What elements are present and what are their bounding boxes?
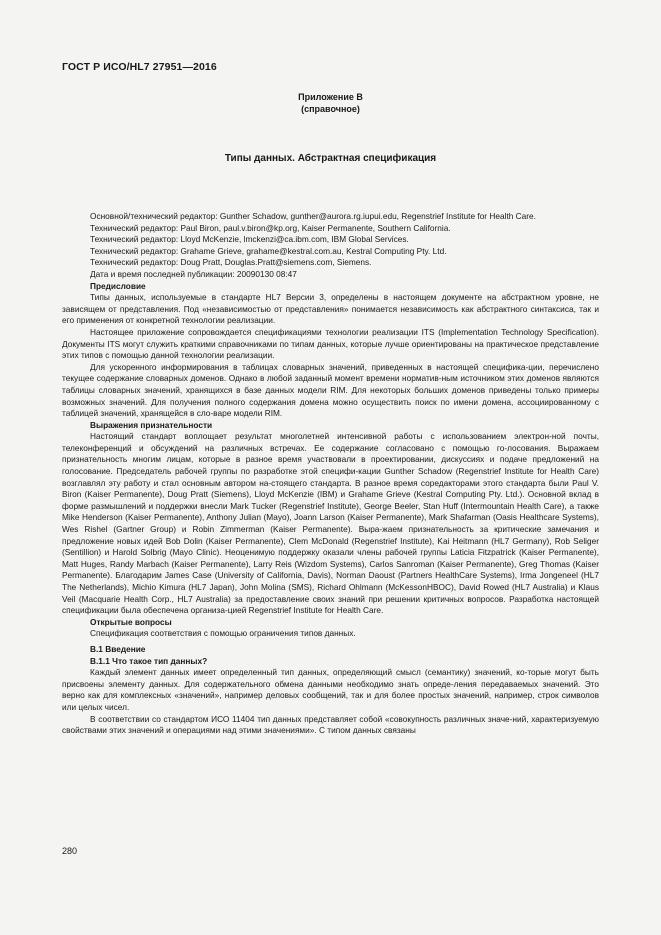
- paragraph-b1-1-b: В соответствии со стандартом ИСО 11404 тип данных представляет собой «совокупность различных значе-ний, характеризуемую свойствами этих значений и операциями над этими значениями». С типом данных связаны: [62, 713, 599, 736]
- page-number: 280: [62, 846, 78, 856]
- paragraph-preface-2: Настоящее приложение сопровождается спецификациями технологии реализации ITS (Implementation Technology Specification). Документы ITS могут служить краткими справочниками по типам данных, которые лучше ориентированы на практическое представление этих типов с помощью данной технологии реализации.: [62, 326, 599, 361]
- heading-preface: Предисловие: [90, 280, 146, 291]
- standard-header: ГОСТ Р ИСО/HL7 27951—2016: [62, 61, 217, 73]
- editor-pratt: Технический редактор: Doug Pratt, Douglas.Pratt@siemens.com, Siemens.: [90, 257, 372, 268]
- heading-b1-introduction: В.1 Введение: [90, 643, 146, 654]
- paragraph-open-issues: Спецификация соответствия с помощью ограничения типов данных.: [90, 628, 356, 639]
- section-title: Типы данных. Абстрактная спецификация: [224, 153, 437, 164]
- document-body: [62, 211, 599, 737]
- editor-biron: Технический редактор: Paul Biron, paul.v.biron@kp.org, Kaiser Permanente, Southern California.: [90, 222, 451, 233]
- heading-open-issues: Открытые вопросы: [90, 616, 172, 627]
- heading-acknowledgements: Выражения признательности: [90, 419, 213, 430]
- paragraph-preface-3: Для ускоренного информирования в таблицах словарных значений, приведенных в настоящей специфика-ции, перечислено текущее содержание словарных доменов. Однако в любой заданный момент времени норматив-ным источником этих доменов являются таблицы словарных значений, хранящихся в базе данных модели RIM. Для некоторых больших доменов приведены только примеры возможных значений. Для получения полного содержания домена можно осуществить поиск по имени домена, ассоциированному с таблицей значений, хранящейся в сло-варе модели RIM.: [62, 361, 599, 419]
- publication-date: Дата и время последней публикации: 20090130 08:47: [90, 268, 297, 279]
- paragraph-b1-1-a: Каждый элемент данных имеет определенный тип данных, определяющий смысл (семантику) значений, ко-торые могут быть присвоены элементу данных. Для содержательного обмена данными необходимо знать опреде-ления передаваемых значений. Это верно как для комплексных «значений», например деловых сообщений, так и для более простых значений, например, строк символов или целых чисел.: [62, 667, 599, 712]
- editor-grieve: Технический редактор: Grahame Grieve, grahame@kestral.com.au, Kestral Computing Pty. Ltd.: [90, 245, 447, 256]
- appendix-heading: [0, 91, 661, 115]
- editor-main: Основной/технический редактор: Gunther Schadow, gunther@aurora.rg.iupui.edu, Regenstrief Institute for Health Care.: [90, 211, 536, 221]
- appendix-type: (справочное): [301, 104, 360, 114]
- paragraph-acknowledgements: Настоящий стандарт воплощает результат многолетней интенсивной работы с использованием электрон-ной почты, телеконференций и обсуждений на различных встречах. Ее содержание согласовано с помощью го-лосования. Выражаем признательность многим лицам, которые в разное время участвовали в проектировании, дискуссиях и подаче предложений на голосование. Председатель рабочей группы по разработке этой специфи-кации Gunther Schadow (Regenstrief Institute for Health Care) возглавлял эту работу и стал основным автором на-стоящего стандарта. В разное время соредакторами этого стандарта были Paul V. Biron (Kaiser Permanente), Doug Pratt (Siemens), Lloyd McKenzie (IBM) и Grahame Grieve (Kestral Computing Pty. Ltd.). Основной вклад в форме размышлений и поддержки внесли Mark Tucker (Regenstrief Institute), George Beeler, Stan Huff (Intermountain Health Care), а также Mike Henderson (Kaiser Permanente), Anthony Julian (Mayo), Joann Larson (Kaiser Permanente), Mark Shafarman (Oasis Healthcare Systems), Wes Rishel (Gartner Group) и Robin Zimmerman (Kaiser Permanente). Выра-жаем признательность за критические замечания и предложение новых идей Bob Dolin (Kaiser Permanente), Clem McDonald (Regenstrief Institute), Kai Heitmann (HL7 Germany), Rob Seliger (Sentillion) и Harold Solbrig (Mayo Clinic). Неоценимую поддержку оказали члены рабочей группы Laticia Fitzpatrick (Kaiser Permanente), Matt Huges, Randy Marbach (Kaiser Permanente), Larry Reis (Wizdom Systems), Carlos Sanroman (Kaiser Permanente), Greg Thomas (Kaiser Permanente). Благодарим James Case (University of California, Davis), Norman Daoust (Partners HealthCare Systems), Irma Jongeneel (HL7 The Netherlands), Michio Kimura (HL7 Japan), John Molina (SMS), Richard Ohlmann (McKessonHBOC), David Rowed (HL7 Australia) и Klaus Veil (Macquarie Health Corp., HL7 Australia) за предоставление своих знаний при решении критичных вопросов. Разработка настоящей спецификации была обеспечена организа-цией Regenstrief Institute for Health Care.: [62, 431, 599, 616]
- paragraph-preface-1: Типы данных, используемые в стандарте HL7 Версии 3, определены в настоящем документе на абстрактном уровне, не зависящем от представления. Под «независимостью от представления» понимается независимость как абстрактного синтаксиса, так и его применения от конкретной технологии реализации.: [62, 292, 599, 326]
- heading-b1-1: В.1.1 Что такое тип данных?: [90, 655, 208, 666]
- appendix-label: Приложение В: [298, 92, 363, 102]
- editor-mckenzie: Технический редактор: Lloyd McKenzie, lmckenzi@ca.ibm.com, IBM Global Services.: [90, 234, 409, 245]
